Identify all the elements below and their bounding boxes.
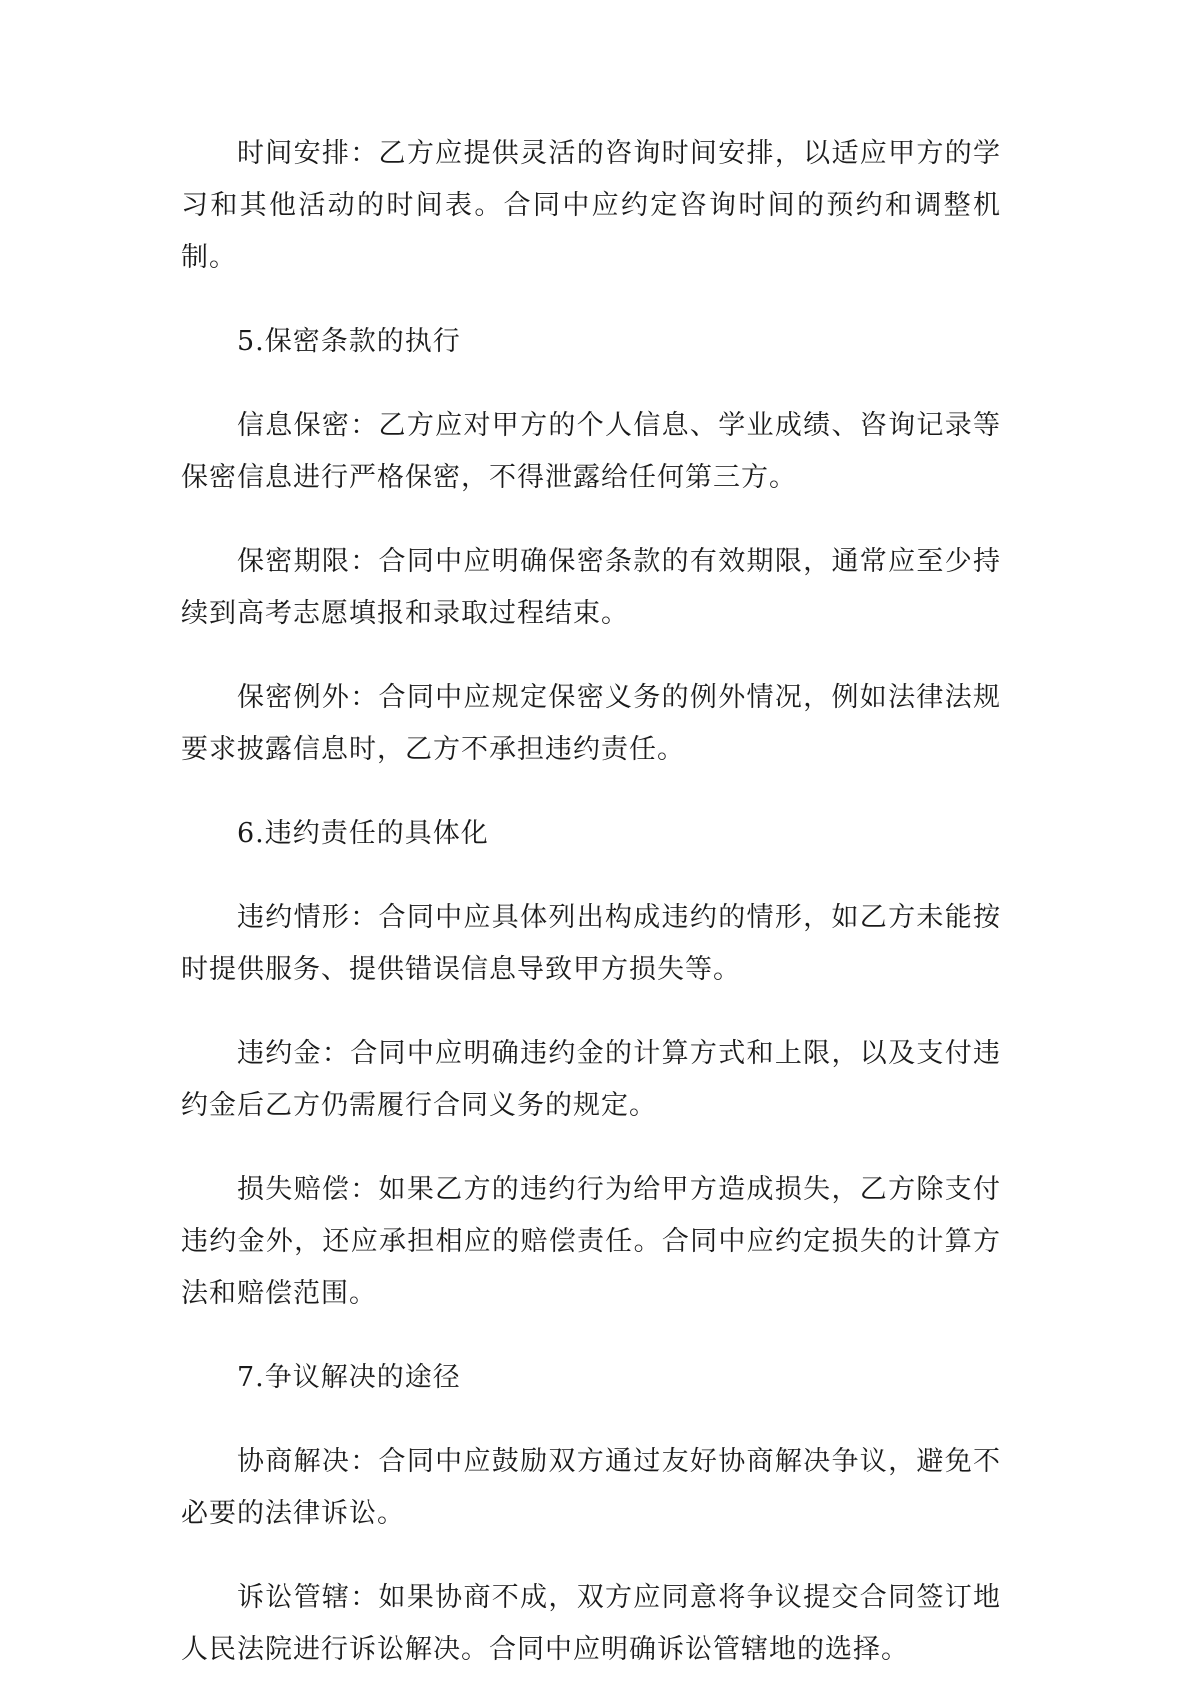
section-heading-5: 5.保密条款的执行 (237, 326, 461, 357)
paragraph-time-arrangement: 时间安排：乙方应提供灵活的咨询时间安排，以适应甲方的学习和其他活动的时间表。合同中应约定咨询时间的预约和调整机制。 (181, 138, 1001, 273)
paragraph-liquidated-damages: 违约金：合同中应明确违约金的计算方式和上限，以及支付违约金后乙方仍需履行合同义务的规定。 (181, 1038, 1001, 1121)
section-heading-6: 6.违约责任的具体化 (237, 818, 489, 849)
paragraph-confidentiality-exceptions: 保密例外：合同中应规定保密义务的例外情况，例如法律法规要求披露信息时，乙方不承担违约责任。 (181, 682, 1001, 765)
paragraph-litigation-jurisdiction: 诉讼管辖：如果协商不成，双方应同意将争议提交合同签订地人民法院进行诉讼解决。合同中应明确诉讼管辖地的选择。 (181, 1582, 1001, 1665)
section-heading-7: 7.争议解决的途径 (237, 1362, 461, 1393)
paragraph-confidentiality-period: 保密期限：合同中应明确保密条款的有效期限，通常应至少持续到高考志愿填报和录取过程结束。 (181, 546, 1001, 629)
paragraph-info-confidentiality: 信息保密：乙方应对甲方的个人信息、学业成绩、咨询记录等保密信息进行严格保密，不得泄露给任何第三方。 (181, 410, 1001, 493)
paragraph-breach-circumstances: 违约情形：合同中应具体列出构成违约的情形，如乙方未能按时提供服务、提供错误信息导致甲方损失等。 (181, 902, 1001, 985)
document-body (181, 128, 1001, 1708)
paragraph-loss-compensation: 损失赔偿：如果乙方的违约行为给甲方造成损失，乙方除支付违约金外，还应承担相应的赔偿责任。合同中应约定损失的计算方法和赔偿范围。 (181, 1174, 1001, 1309)
paragraph-negotiation: 协商解决：合同中应鼓励双方通过友好协商解决争议，避免不必要的法律诉讼。 (181, 1446, 1001, 1529)
